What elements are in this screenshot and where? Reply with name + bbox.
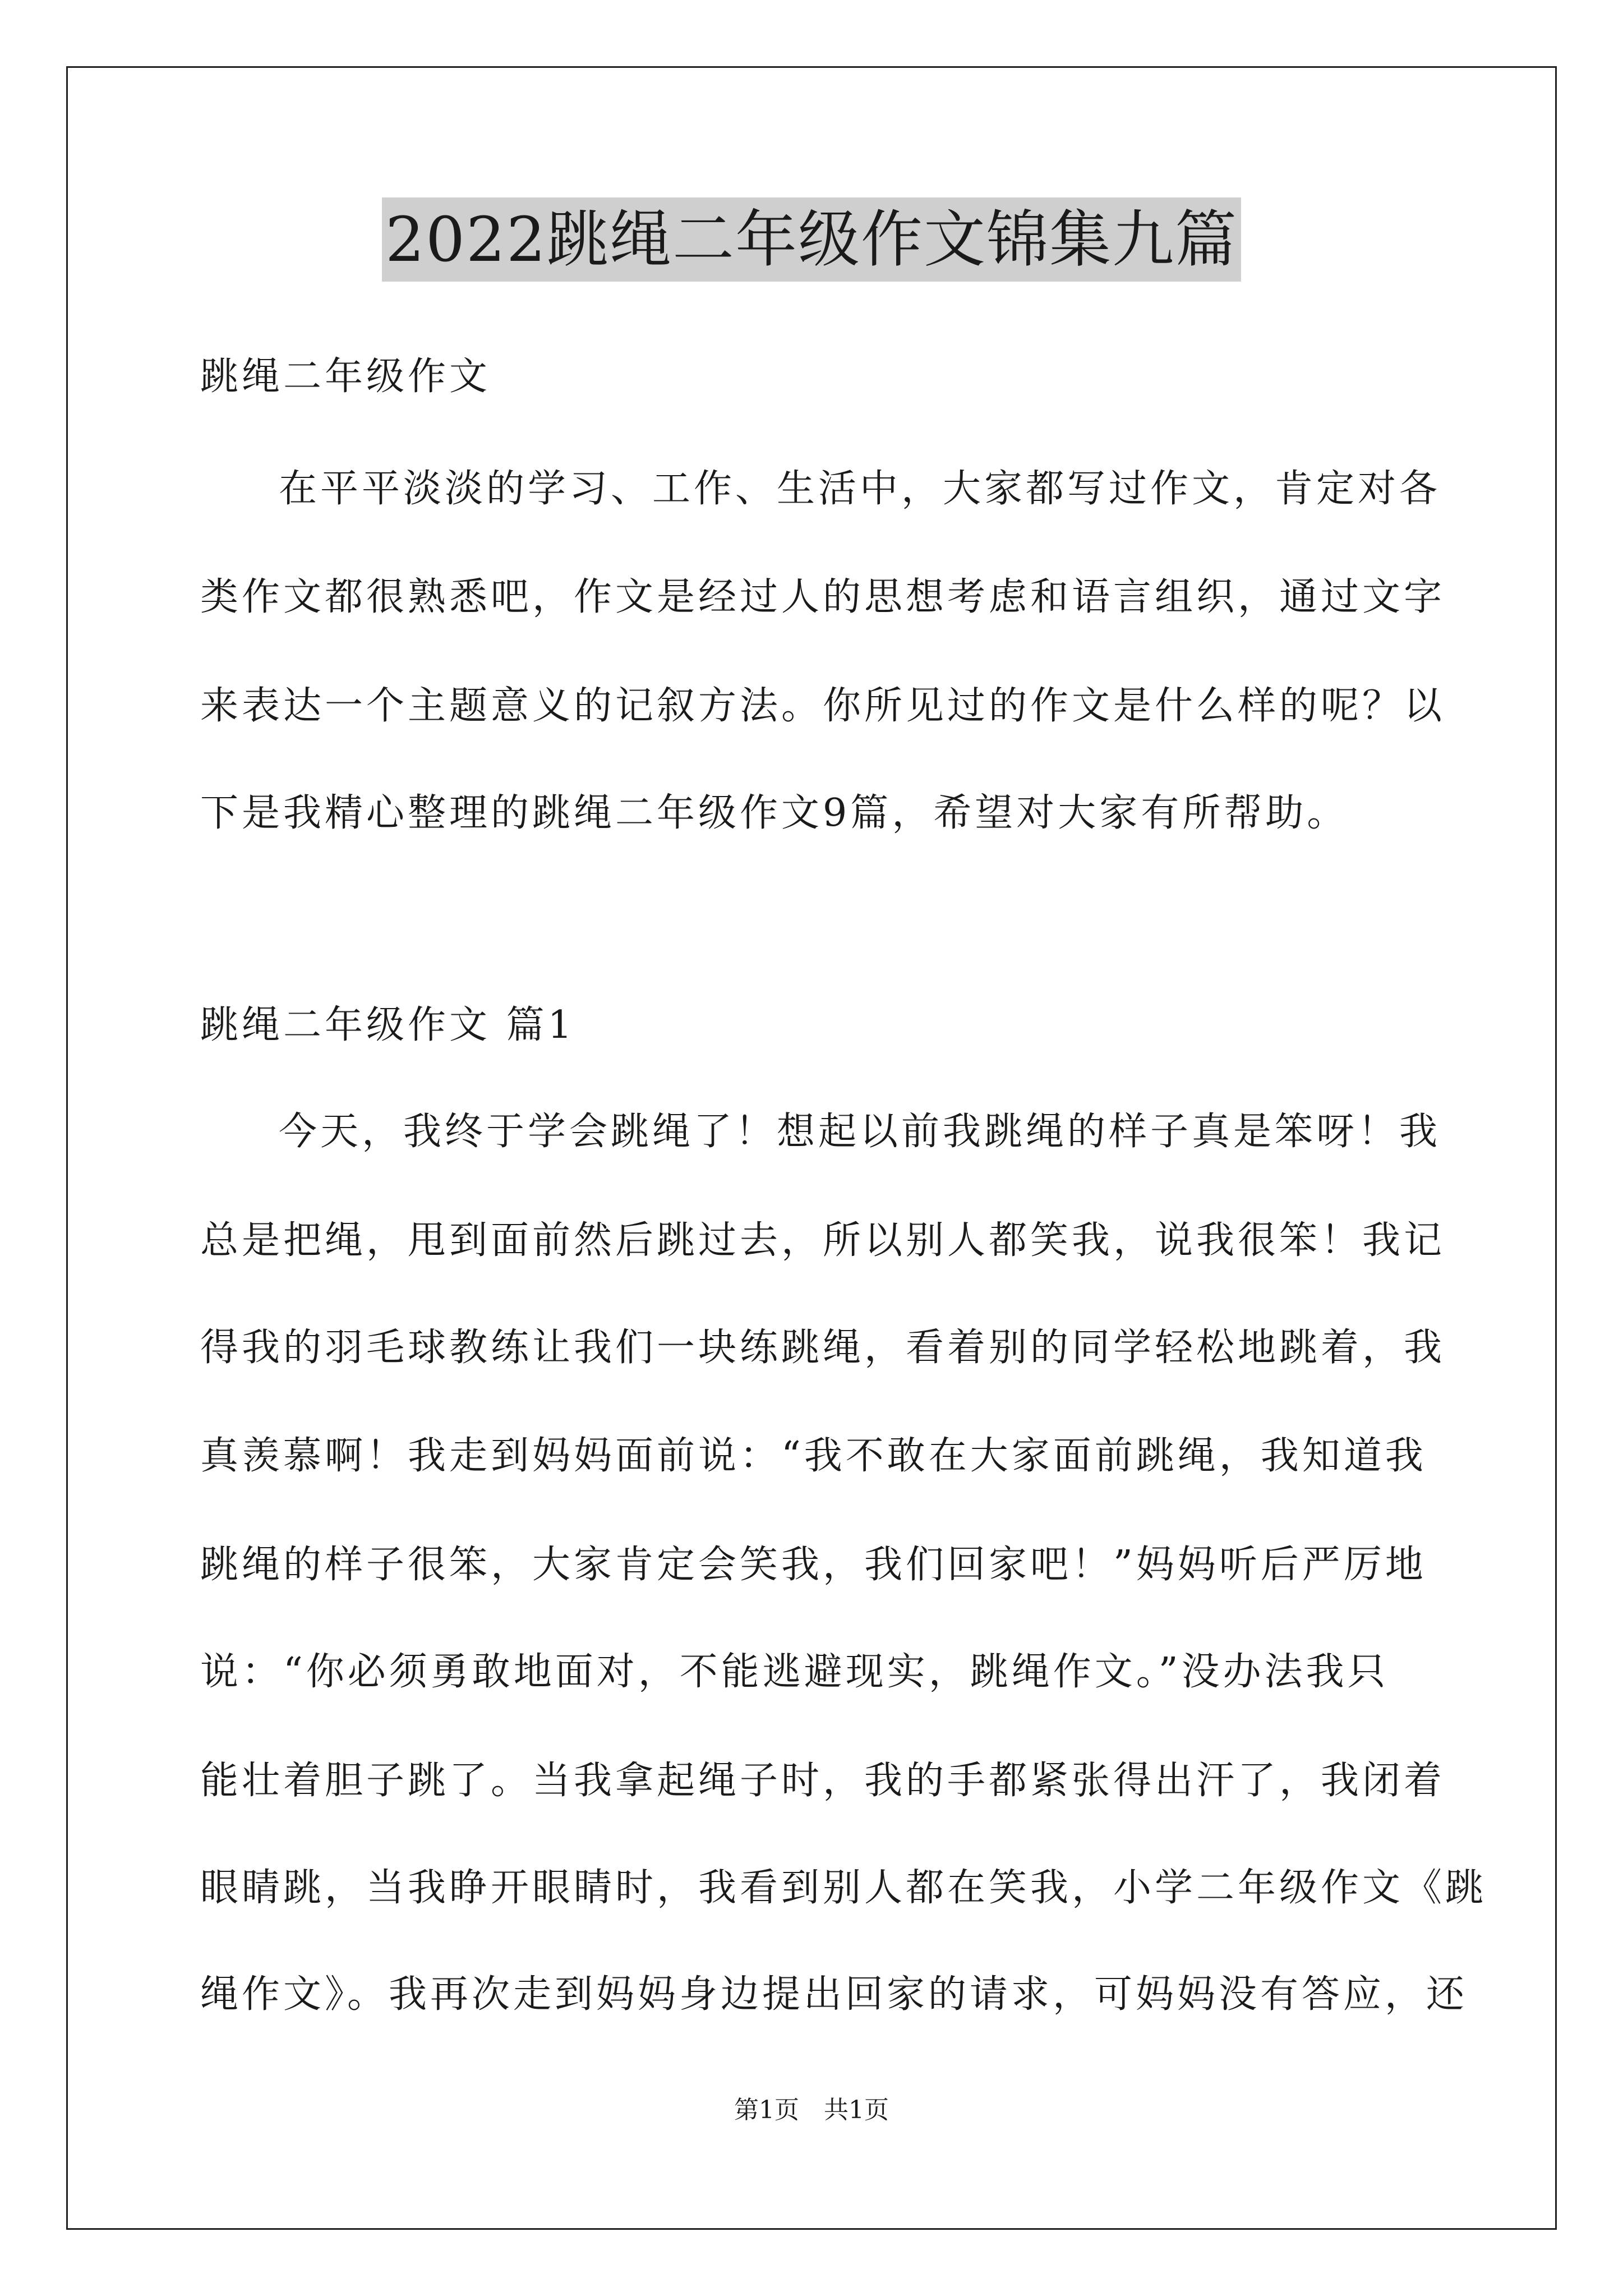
paragraph-line: 能壮着胆子跳了。当我拿起绳子时，我的手都紧张得出汗了，我闭着 [200,1759,1446,1803]
paragraph-line: 得我的羽毛球教练让我们一块练跳绳，看着别的同学轻松地跳着，我 [200,1326,1446,1370]
paragraph-line: 总是把绳，甩到面前然后跳过去，所以别人都笑我，说我很笨！我记 [200,1218,1446,1263]
paragraph-line: 说：“你必须勇敢地面对，不能逃避现实，跳绳作文。”没办法我只 [200,1650,1389,1694]
paragraph-line: 类作文都很熟悉吧，作文是经过人的思想考虑和语言组织，通过文字 [200,575,1446,619]
paragraph-line: 在平平淡淡的学习、工作、生活中，大家都写过作文，肯定对各 [279,467,1441,511]
paragraph-line: 眼睛跳，当我睁开眼睛时，我看到别人都在笑我，小学二年级作文《跳 [200,1866,1487,1910]
paragraph-line: 真羡慕啊！我走到妈妈面前说：“我不敢在大家面前跳绳，我知道我 [200,1434,1427,1478]
page-footer: 第1页 共1页 [734,2096,889,2124]
paragraph-line: 今天，我终于学会跳绳了！想起以前我跳绳的样子真是笨呀！我 [279,1110,1441,1154]
document-title: 2022跳绳二年级作文锦集九篇 [382,197,1241,282]
section-heading: 跳绳二年级作文 [200,355,491,399]
paragraph-line: 来表达一个主题意义的记叙方法。你所见过的作文是什么样的呢？以 [200,684,1446,728]
paragraph-line: 绳作文》。我再次走到妈妈身边提出回家的请求，可妈妈没有答应，还 [200,1972,1468,2017]
paragraph-line: 跳绳的样子很笨，大家肯定会笑我，我们回家吧！”妈妈听后严厉地 [200,1543,1427,1587]
section-heading: 跳绳二年级作文 篇1 [200,1003,575,1047]
paragraph-line: 下是我精心整理的跳绳二年级作文9篇，希望对大家有所帮助。 [200,791,1349,835]
title-container [0,197,1623,282]
